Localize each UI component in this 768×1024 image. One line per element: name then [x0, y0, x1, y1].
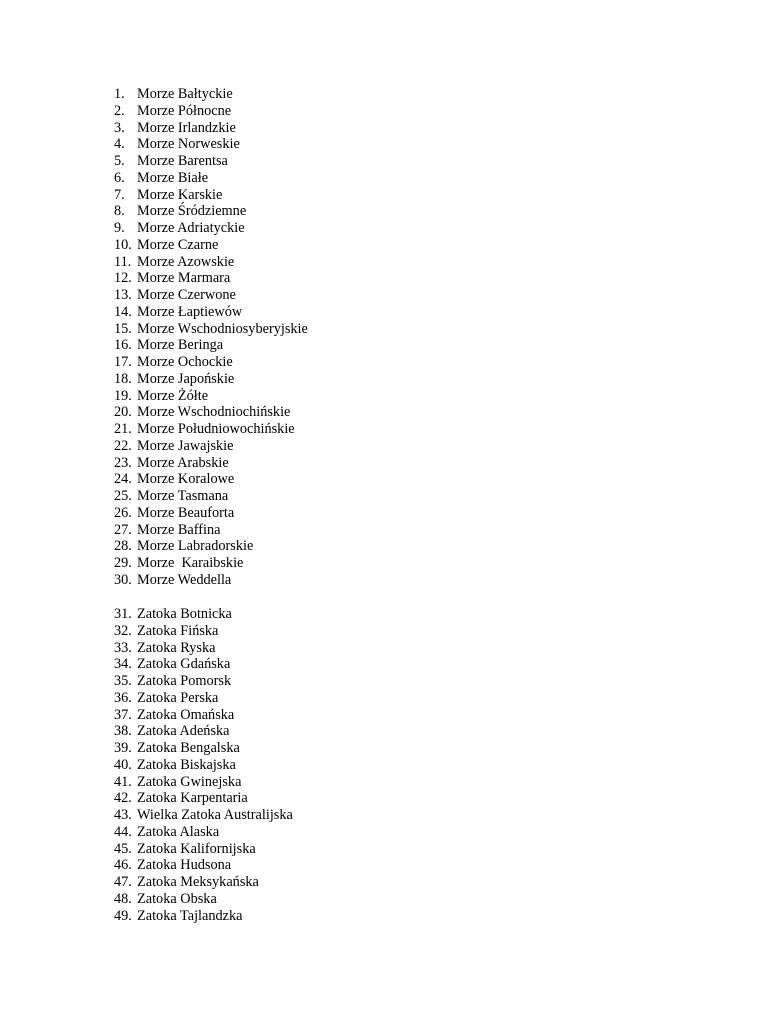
- item-name: Morze Adriatyckie: [137, 220, 245, 236]
- item-name: Morze Koralowe: [137, 471, 235, 488]
- list-item: [114, 103, 308, 120]
- item-name: Morze Norweskie: [137, 136, 240, 153]
- item-name: Zatoka Obska: [137, 890, 217, 907]
- list-item: [114, 455, 308, 472]
- list-item: [114, 488, 308, 505]
- item-name: Morze Weddella: [137, 571, 232, 588]
- list-item: [114, 153, 308, 170]
- list-item: [114, 187, 308, 204]
- list-item: [114, 421, 308, 438]
- item-number: 49.: [114, 907, 132, 924]
- list-item: [114, 203, 308, 220]
- item-number: 39.: [114, 740, 132, 756]
- item-name: Morze Wschodniochińskie: [137, 404, 291, 421]
- item-number: 21.: [114, 421, 132, 437]
- list-item: [114, 522, 308, 539]
- item-name: Morze Labradorskie: [137, 538, 254, 555]
- list-item: [114, 656, 293, 673]
- item-number: 45.: [114, 840, 132, 857]
- item-number: 2.: [114, 102, 125, 119]
- list-item: [114, 538, 308, 555]
- item-number: 43.: [114, 807, 132, 823]
- list-item: [114, 623, 293, 640]
- item-name: Morze Północne: [137, 102, 232, 119]
- list-item: [114, 807, 293, 824]
- item-name: Morze Śródziemne: [137, 203, 247, 220]
- item-number: 37.: [114, 706, 132, 723]
- item-name: Zatoka Botnicka: [137, 606, 232, 622]
- list-item: [114, 170, 308, 187]
- list-item: [114, 237, 308, 254]
- list-item: [114, 354, 308, 371]
- list-item: [114, 388, 308, 405]
- item-name: Zatoka Fińska: [137, 622, 219, 639]
- list-item: [114, 707, 293, 724]
- item-name: Morze Irlandzkie: [137, 119, 236, 136]
- item-name: Morze Tasmana: [137, 488, 229, 504]
- item-name: Zatoka Tajlandzka: [137, 907, 243, 924]
- item-number: 4.: [114, 136, 125, 153]
- list-item: [114, 908, 293, 925]
- item-number: 40.: [114, 756, 132, 773]
- list-item: [114, 220, 308, 237]
- list-item: [114, 673, 293, 690]
- item-name: Morze Wschodniosyberyjskie: [137, 320, 308, 337]
- item-number: 29.: [114, 555, 132, 571]
- list-item: [114, 404, 308, 421]
- item-number: 13.: [114, 287, 132, 303]
- item-name: Morze Ochockie: [137, 354, 233, 370]
- list-item: [114, 874, 293, 891]
- list-item: [114, 438, 308, 455]
- item-number: 25.: [114, 488, 132, 504]
- item-name: Zatoka Omańska: [137, 706, 235, 723]
- item-name: Morze Jawajskie: [137, 437, 234, 454]
- item-number: 47.: [114, 874, 132, 890]
- list-item: [114, 572, 308, 589]
- item-name: Zatoka Pomorsk: [137, 673, 232, 689]
- item-number: 5.: [114, 153, 125, 169]
- item-name: Morze Baffina: [137, 521, 221, 538]
- item-number: 14.: [114, 303, 132, 320]
- item-number: 6.: [114, 169, 125, 186]
- list-item: [114, 723, 293, 740]
- item-number: 16.: [114, 337, 132, 354]
- item-name: Zatoka Kalifornijska: [137, 840, 256, 857]
- item-name: Zatoka Biskajska: [137, 756, 236, 773]
- item-name: Zatoka Ryska: [137, 639, 216, 656]
- item-name: Zatoka Bengalska: [137, 740, 240, 756]
- list-item: [114, 287, 308, 304]
- item-number: 46.: [114, 857, 132, 874]
- item-number: 23.: [114, 454, 132, 471]
- item-number: 17.: [114, 354, 132, 370]
- list-item: [114, 606, 293, 623]
- item-name: Morze Azowskie: [137, 253, 235, 270]
- item-name: Morze Czarne: [137, 236, 219, 253]
- item-number: 8.: [114, 203, 125, 220]
- item-number: 42.: [114, 790, 132, 807]
- item-number: 48.: [114, 890, 132, 907]
- list-item: [114, 136, 308, 153]
- list-item: [114, 740, 293, 757]
- item-name: Morze Beauforta: [137, 504, 235, 521]
- item-number: 9.: [114, 220, 125, 236]
- item-number: 15.: [114, 320, 132, 337]
- seas-list: [114, 86, 308, 589]
- item-name: Morze Białe: [137, 169, 209, 186]
- item-name: Morze Barentsa: [137, 153, 228, 169]
- item-name: Morze Arabskie: [137, 454, 229, 471]
- list-item: [114, 891, 293, 908]
- item-name: Morze Łaptiewów: [137, 303, 243, 320]
- item-name: Zatoka Alaska: [137, 823, 220, 840]
- list-item: [114, 824, 293, 841]
- list-item: [114, 690, 293, 707]
- item-name: Zatoka Gwinejska: [137, 773, 242, 790]
- item-name: Zatoka Hudsona: [137, 857, 232, 874]
- item-number: 36.: [114, 689, 132, 706]
- item-name: Morze Beringa: [137, 337, 224, 354]
- list-item: [114, 471, 308, 488]
- item-name: Zatoka Adeńska: [137, 723, 230, 740]
- item-number: 31.: [114, 606, 132, 622]
- item-number: 38.: [114, 723, 132, 740]
- item-name: Zatoka Karpentaria: [137, 790, 248, 807]
- item-number: 44.: [114, 823, 132, 840]
- item-number: 24.: [114, 471, 132, 488]
- item-name: Morze Marmara: [137, 270, 231, 287]
- item-number: 18.: [114, 370, 132, 387]
- item-name: Zatoka Perska: [137, 689, 219, 706]
- item-number: 35.: [114, 673, 132, 689]
- list-item: [114, 304, 308, 321]
- item-number: 41.: [114, 773, 132, 790]
- list-item: [114, 254, 308, 271]
- list-item: [114, 757, 293, 774]
- list-item: [114, 774, 293, 791]
- item-number: 19.: [114, 387, 132, 404]
- item-name: Morze Żółte: [137, 387, 209, 404]
- item-number: 22.: [114, 437, 132, 454]
- item-number: 7.: [114, 186, 125, 203]
- item-number: 28.: [114, 538, 132, 555]
- item-number: 11.: [114, 253, 132, 270]
- item-number: 20.: [114, 404, 132, 421]
- list-item: [114, 321, 308, 338]
- item-number: 33.: [114, 639, 132, 656]
- gulfs-list: [114, 606, 293, 924]
- item-name: Morze Czerwone: [137, 287, 236, 303]
- item-number: 3.: [114, 119, 125, 136]
- list-item: [114, 790, 293, 807]
- list-item: [114, 270, 308, 287]
- list-item: [114, 857, 293, 874]
- list-item: [114, 120, 308, 137]
- list-item: [114, 555, 308, 572]
- item-number: 32.: [114, 622, 132, 639]
- item-name: Morze Karaibskie: [137, 555, 244, 571]
- list-item: [114, 86, 308, 103]
- item-name: Zatoka Gdańska: [137, 656, 231, 673]
- item-number: 12.: [114, 270, 132, 287]
- list-item: [114, 505, 308, 522]
- item-number: 26.: [114, 504, 132, 521]
- list-item: [114, 841, 293, 858]
- item-name: Wielka Zatoka Australijska: [137, 807, 293, 823]
- list-item: [114, 640, 293, 657]
- item-number: 30.: [114, 571, 132, 588]
- item-name: Morze Karskie: [137, 186, 223, 203]
- item-number: 1.: [114, 86, 125, 102]
- item-number: 34.: [114, 656, 132, 673]
- item-name: Zatoka Meksykańska: [137, 874, 259, 890]
- list-item: [114, 371, 308, 388]
- item-number: 10.: [114, 236, 132, 253]
- item-name: Morze Japońskie: [137, 370, 235, 387]
- item-name: Morze Bałtyckie: [137, 86, 233, 102]
- list-item: [114, 337, 308, 354]
- item-number: 27.: [114, 521, 132, 538]
- item-name: Morze Południowochińskie: [137, 421, 295, 437]
